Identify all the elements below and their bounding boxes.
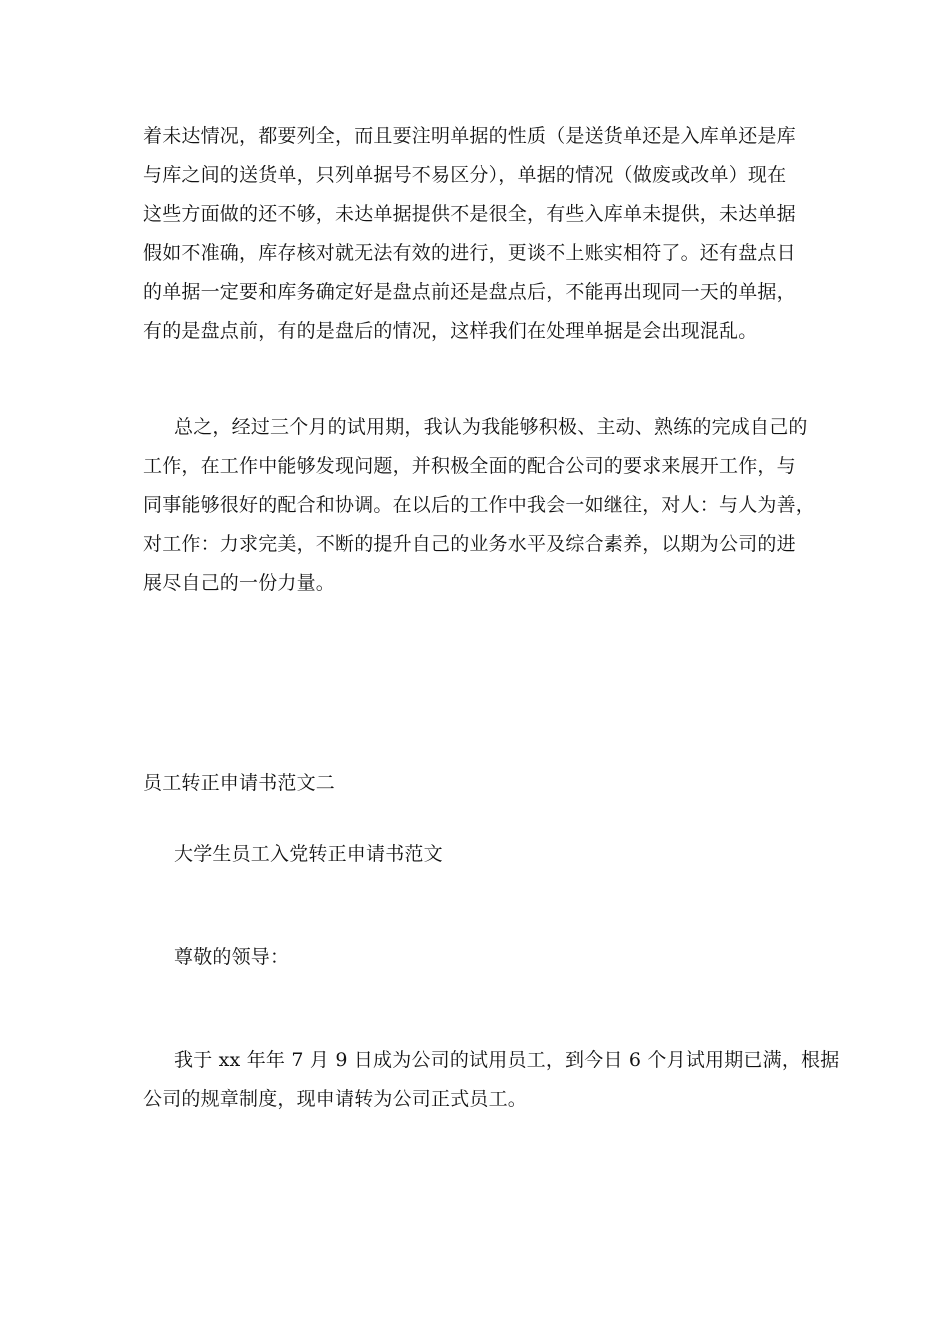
paragraph-line: 着未达情况，都要列全，而且要注明单据的性质（是送货单还是入库单还是库 [143,125,796,147]
paragraph-line: 与库之间的送货单，只列单据号不易区分），单据的情况（做废或改单）现在 [143,164,787,186]
document-subtitle: 大学生员工入党转正申请书范文 [174,843,443,865]
paragraph-line: 同事能够很好的配合和协调。在以后的工作中我会一如继往，对人：与人为善， [143,494,816,516]
paragraph-line: 假如不准确，库存核对就无法有效的进行，更谈不上账实相符了。还有盘点日 [143,242,796,264]
paragraph-line: 展尽自己的一份力量。 [143,572,336,594]
paragraph-line: 对工作：力求完美，不断的提升自己的业务水平及综合素养，以期为公司的进 [143,533,796,555]
salutation: 尊敬的领导： [174,946,290,968]
paragraph-line: 有的是盘点前，有的是盘后的情况，这样我们在处理单据是会出现混乱。 [143,320,758,342]
paragraph-line: 总之，经过三个月的试用期，我认为我能够积极、主动、熟练的完成自己的 [174,416,808,438]
paragraph-line: 的单据一定要和库务确定好是盘点前还是盘点后，不能再出现同一天的单据， [143,281,796,303]
paragraph-line: 工作，在工作中能够发现问题，并积极全面的配合公司的要求来展开工作，与 [143,455,796,477]
paragraph-line: 公司的规章制度，现申请转为公司正式员工。 [143,1088,528,1110]
section-title: 员工转正申请书范文二 [143,772,336,794]
paragraph-line: 我于 xx 年年 7 月 9 日成为公司的试用员工，到今日 6 个月试用期已满，根据 [174,1049,840,1071]
paragraph-line: 这些方面做的还不够，未达单据提供不是很全，有些入库单未提供，未达单据 [143,203,796,225]
